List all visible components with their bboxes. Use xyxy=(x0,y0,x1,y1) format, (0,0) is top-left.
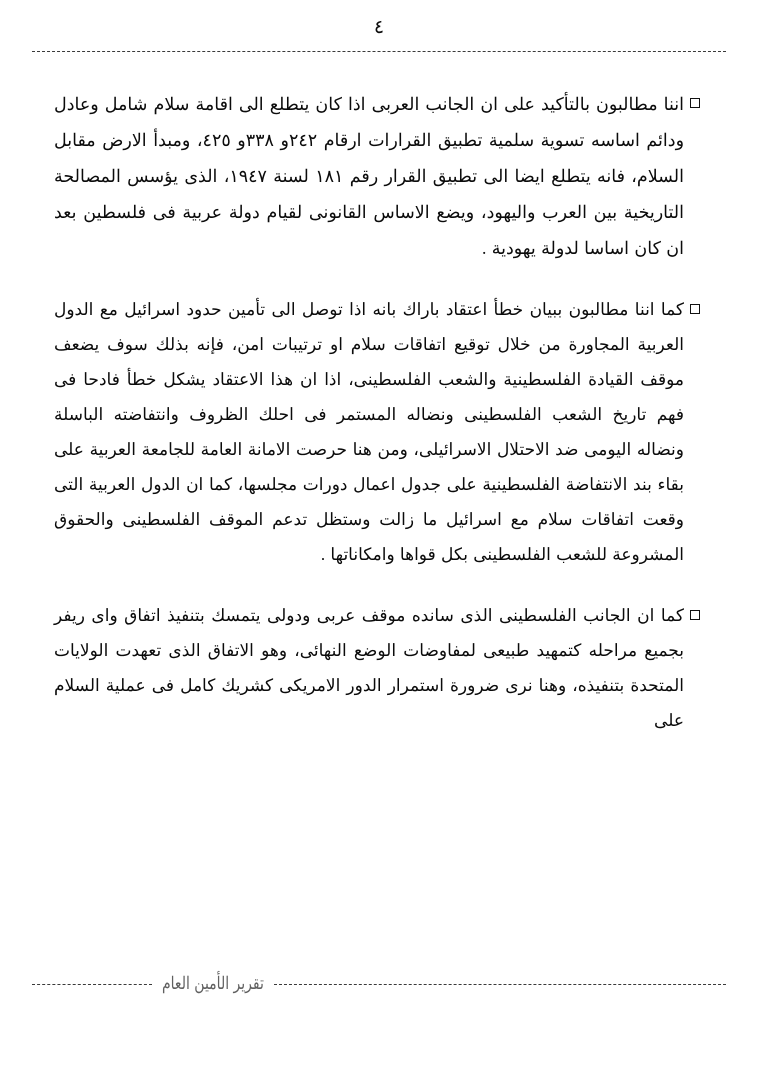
paragraph-text: اننا مطالبون بالتأكيد على ان الجانب العربى اذا كان يتطلع الى اقامة سلام شامل وعادل ودائم اساسه تسوية سلمية تطبيق القرارات ارقام ٢٤٢و ٣٣٨و ٤٢٥، ومبدأ الارض مقابل السلام، فانه يتطلع ايضا الى تطبيق القرار رقم ١٨١ لسنة ١٩٤٧، الذى يؤسس المصالحة التاريخية بين العرب واليهود، ويضع الاساس القانونى لقيام دولة عربية فى فلسطين بعد ان كان اساسا لدولة يهودية . xyxy=(54,94,685,258)
document-body xyxy=(0,86,758,738)
paragraph-text: كما اننا مطالبون ببيان خطأ اعتقاد باراك بانه اذا توصل الى تأمين حدود اسرائيل مع الدول العربية المجاورة من خلال توقيع اتفاقات سلام او ترتيبات امن، فإنه بذلك سوف يضعف موقف القيادة الفلسطينية والشعب الفلسطينى، اذا ان هذا الاعتقاد يشكل خطأ فادحا فى فهم تاريخ الشعب الفلسطينى ونضاله المستمر فى احلك الظروف وانتفاضته الباسلة ونضاله اليومى ضد الاحتلال الاسرائيلى، ومن هنا حرصت الامانة العامة للجامعة العربية على بقاء بند الانتفاضة الفلسطينية على جدول اعمال دورات مجلسها، كما ان الدول العربية التى وقعت اتفاقات سلام مع اسرائيل ما زالت وستظل تدعم الموقف الفلسطينى والحقوق المشروعة للشعب الفلسطينى بكل قواها وامكاناتها . xyxy=(54,300,684,564)
header-divider xyxy=(32,51,726,52)
footer-stamp-text: تقرير الأمين العام xyxy=(162,974,264,994)
footer-divider-left xyxy=(32,984,152,985)
page-number: ٤ xyxy=(373,17,385,38)
paragraph-block-1 xyxy=(52,86,706,266)
paragraph-text: كما ان الجانب الفلسطينى الذى سانده موقف عربى ودولى يتمسك بتنفيذ اتفاق واى ريفر بجميع مراحله كتمهيد طبيعى لمفاوضات الوضع النهائى، وهو الاتفاق الذى تعهدت الولايات المتحدة بتنفيذه، وهنا نرى ضرورة استمرار الدور الامريكى كشريك كامل فى عملية السلام على xyxy=(54,606,684,730)
square-bullet-icon xyxy=(684,86,706,113)
square-bullet-icon xyxy=(684,292,706,319)
footer-divider-right xyxy=(274,984,726,985)
square-bullet-icon xyxy=(684,598,706,625)
paragraph-block-2 xyxy=(52,292,706,572)
page-footer xyxy=(0,976,758,992)
paragraph-block-3 xyxy=(52,598,706,738)
